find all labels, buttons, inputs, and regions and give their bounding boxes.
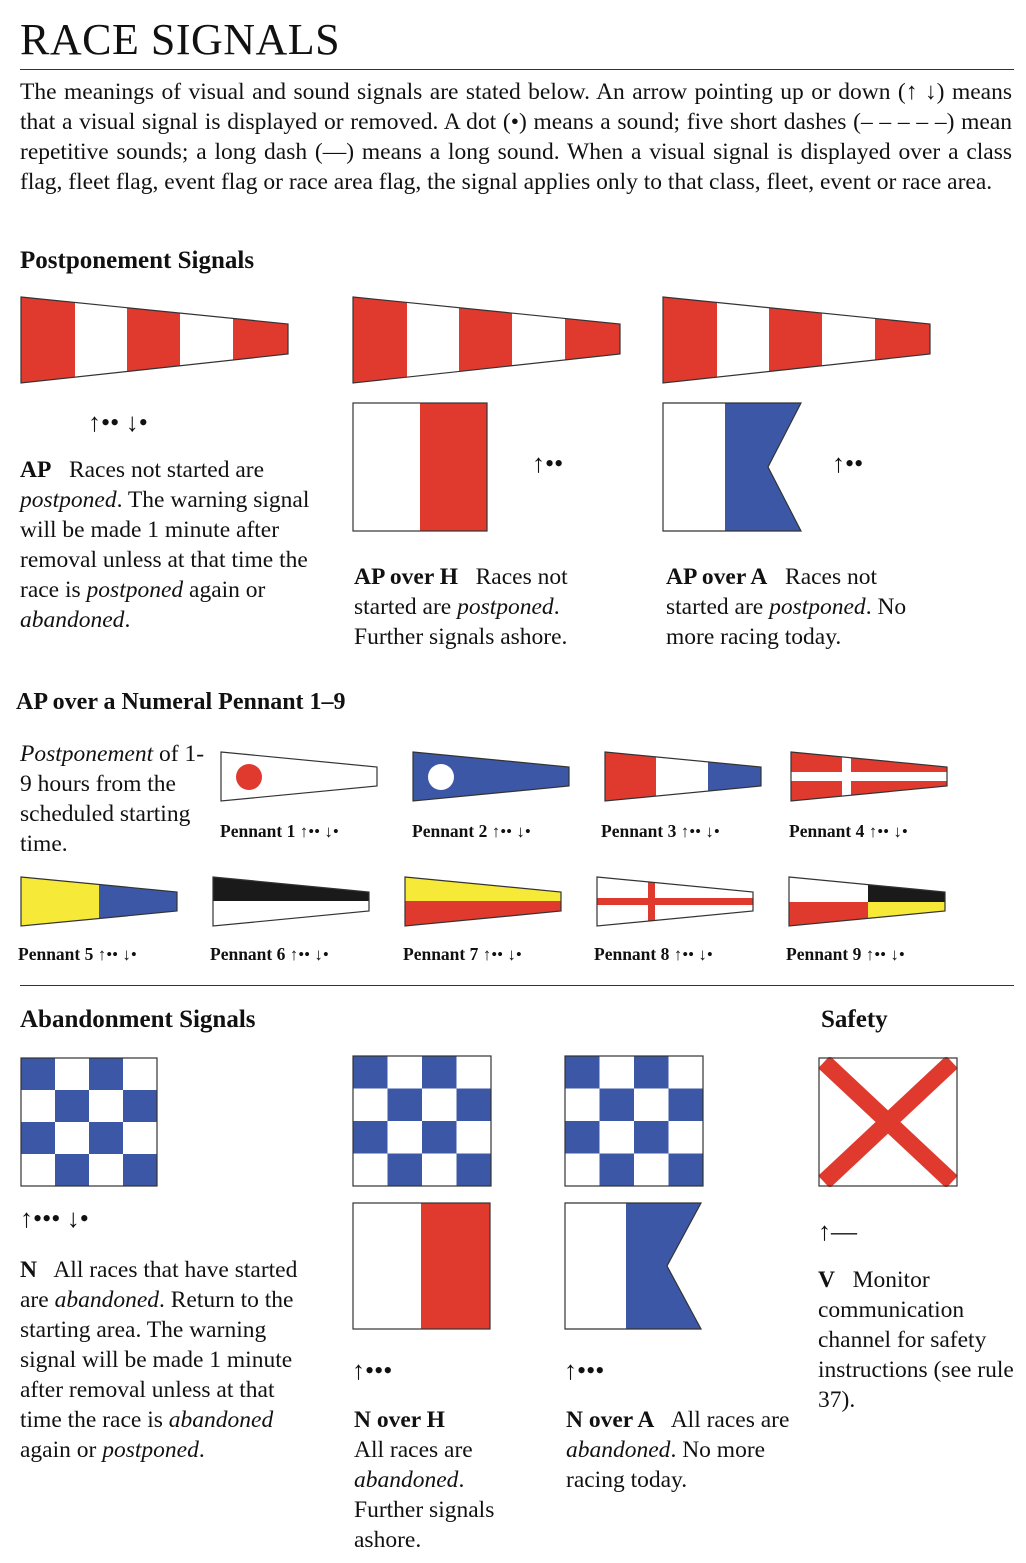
n-flag xyxy=(20,1057,158,1187)
pennant-6-flag xyxy=(212,876,372,928)
pennant-5-label: Pennant 5 ↑•• ↓• xyxy=(18,944,137,964)
n-label: N xyxy=(20,1257,37,1283)
pennant-7-flag xyxy=(404,876,564,928)
safety-heading: Safety xyxy=(821,1006,888,1033)
pennant-5-flag xyxy=(20,876,180,928)
pennant-4-label: Pennant 4 ↑•• ↓• xyxy=(789,821,908,841)
n-a-label: N over A xyxy=(566,1407,655,1433)
pennant-8-flag xyxy=(596,876,756,928)
ap-h-sound-signal: ↑•• xyxy=(532,449,564,478)
n-flag xyxy=(352,1055,492,1187)
a-flag xyxy=(564,1202,704,1330)
pennant-6-label: Pennant 6 ↑•• ↓• xyxy=(210,944,329,964)
n-h-label: N over H xyxy=(354,1407,445,1433)
ap-h-label: AP over H xyxy=(354,564,458,590)
ap-label: AP xyxy=(20,457,52,483)
pennant-4-flag xyxy=(790,751,950,803)
ap-flag xyxy=(662,296,932,386)
ap-flag xyxy=(352,296,622,386)
ap-a-sound-signal: ↑•• xyxy=(832,449,864,478)
n-description: N All races that have started are abandoned. Return to the starting area. The warning signal will be made 1 minute after removal unless at that time the race is abandoned again or postponed. xyxy=(20,1257,298,1463)
pennant-9-label: Pennant 9 ↑•• ↓• xyxy=(786,944,905,964)
title-divider xyxy=(20,69,1014,70)
numeral-heading: AP over a Numeral Pennant 1–9 xyxy=(16,689,346,715)
page-title: RACE SIGNALS xyxy=(20,15,341,64)
v-flag xyxy=(818,1057,958,1187)
n-h-sound-signal: ↑••• xyxy=(352,1356,393,1385)
ap-sound-signal: ↑•• ↓• xyxy=(88,408,148,437)
pennant-2-flag xyxy=(412,751,572,803)
pennant-8-label: Pennant 8 ↑•• ↓• xyxy=(594,944,713,964)
v-sound-signal: ↑— xyxy=(818,1217,857,1246)
h-flag xyxy=(352,1202,492,1330)
intro-paragraph: The meanings of visual and sound signals are stated below. An arrow pointing up or down (↑ ↓) means that a visual signal is displayed or removed. A dot (•) means a sound; five short dashes (– – – – –) mean repetitive sounds; a long dash (—) means a long sound. When a visual signal is displayed over a class flag, fleet flag, event flag or race area flag, the signal applies only to that class, fleet, event or race area. xyxy=(20,79,1012,195)
ap-a-label: AP over A xyxy=(666,564,768,590)
v-description: V Monitor communication channel for safety instructions (see rule 37). xyxy=(818,1267,1014,1413)
pennant-3-label: Pennant 3 ↑•• ↓• xyxy=(601,821,720,841)
ap-a-description: AP over A Races not started are postponed. No more racing today. xyxy=(666,564,907,650)
ap-flag xyxy=(20,296,290,386)
postponement-heading: Postponement Signals xyxy=(20,247,255,274)
n-flag xyxy=(564,1055,704,1187)
n-a-sound-signal: ↑••• xyxy=(564,1356,605,1385)
pennant-7-label: Pennant 7 ↑•• ↓• xyxy=(403,944,522,964)
ap-h-description: AP over H Races not started are postponed. Further signals ashore. xyxy=(354,564,568,650)
ap-description: AP Races not started are postponed. The warning signal will be made 1 minute after removal unless at that time the race is postponed again or abandoned. xyxy=(20,457,310,633)
pennant-2-label: Pennant 2 ↑•• ↓• xyxy=(412,821,531,841)
v-label: V xyxy=(818,1267,835,1293)
n-a-description: N over A All races are abandoned. No more racing today. xyxy=(566,1407,790,1493)
section-divider xyxy=(20,985,1014,986)
pennant-1-label: Pennant 1 ↑•• ↓• xyxy=(220,821,339,841)
a-flag xyxy=(662,402,804,532)
numeral-description: Postponement of 1-9 hours from the scheduled starting time. xyxy=(20,741,205,857)
n-sound-signal: ↑••• ↓• xyxy=(20,1204,89,1233)
h-flag xyxy=(352,402,489,532)
abandonment-heading: Abandonment Signals xyxy=(20,1006,256,1033)
pennant-1-flag xyxy=(220,751,380,803)
pennant-3-flag xyxy=(604,751,764,803)
n-h-description: N over H All races are abandoned. Further signals ashore. xyxy=(354,1407,495,1553)
pennant-9-flag xyxy=(788,876,948,928)
